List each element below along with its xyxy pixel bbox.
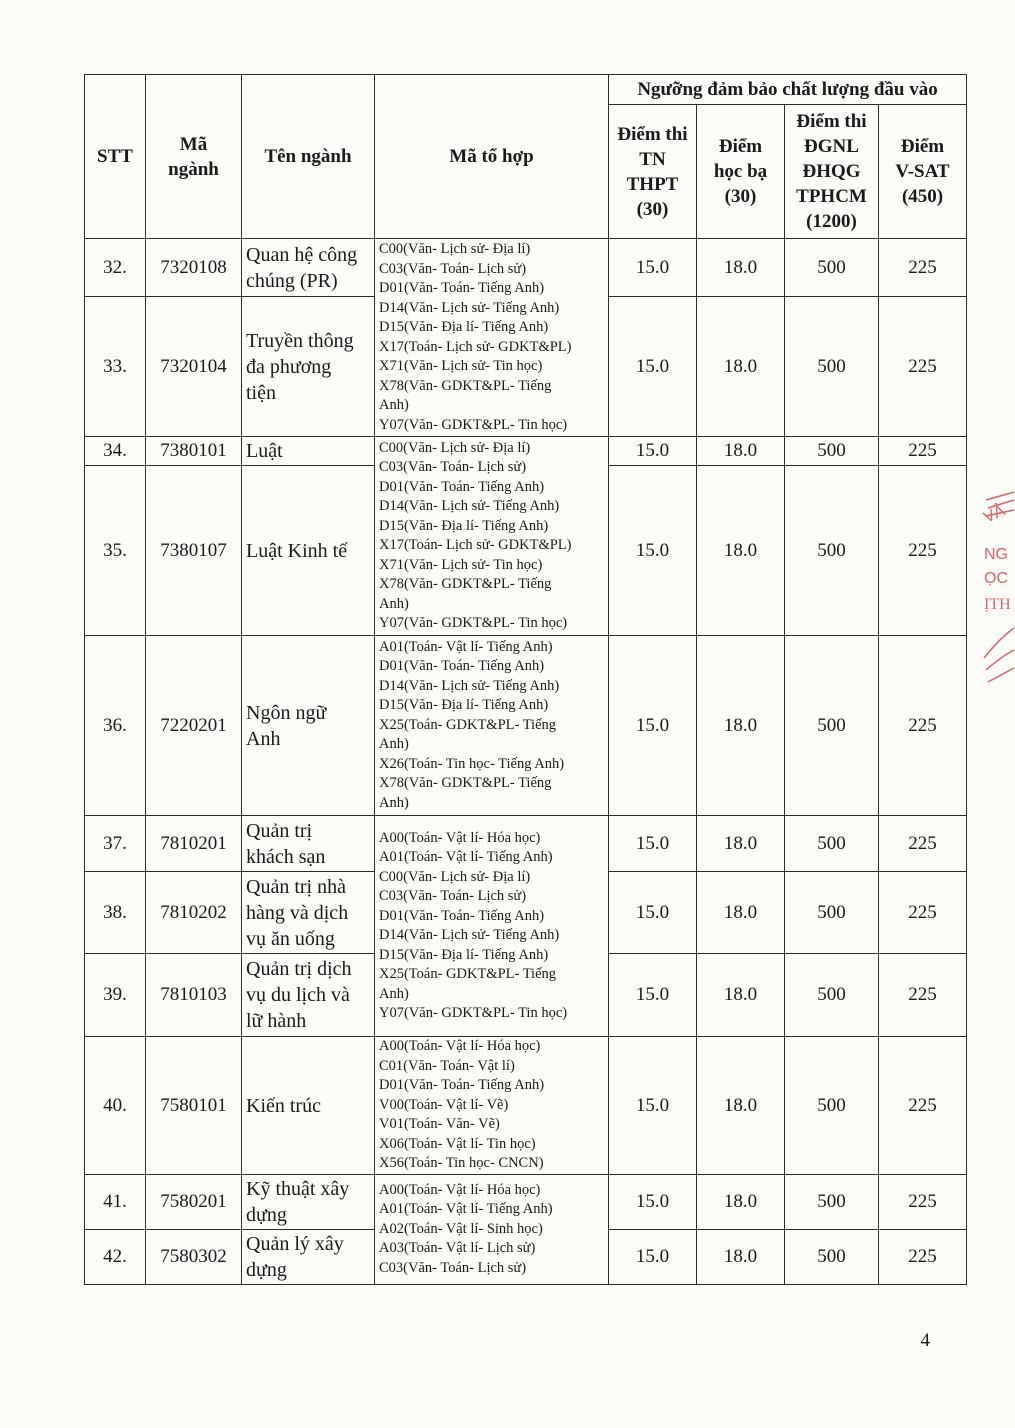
row-diem-thpt: 15.0 [609,437,697,466]
row-ma-nganh: 7380107 [146,466,242,636]
row-diem-dgnl: 500 [785,437,879,466]
row-ma-to-hop: A01(Toán- Vật lí- Tiếng Anh) D01(Văn- Toán- Tiếng Anh) D14(Văn- Lịch sử- Tiếng Anh) D15(Văn- Địa lí- Tiếng Anh) X25(Toán- GDKT&PL- Tiếng Anh) X26(Toán- Tin học- Tiếng Anh) X78(Văn- GDKT&PL- Tiếng Anh) [375,636,609,816]
row-diem-hocba: 18.0 [697,437,785,466]
row-diem-dgnl: 500 [785,1230,879,1285]
row-ma-nganh: 7810201 [146,816,242,872]
row-ma-to-hop: C00(Văn- Lịch sử- Địa lí) C03(Văn- Toán- Lịch sử) D01(Văn- Toán- Tiếng Anh) D14(Văn- Lịch sử- Tiếng Anh) D15(Văn- Địa lí- Tiếng Anh) X17(Toán- Lịch sử- GDKT&PL) X71(Văn- Lịch sử- Tin học) X78(Văn- GDKT&PL- Tiếng Anh) Y07(Văn- GDKT&PL- Tin học) [375,239,609,437]
row-stt: 37. [85,816,146,872]
row-diem-vsat: 225 [879,239,967,297]
row-stt: 41. [85,1175,146,1230]
header-stt: STT [85,75,146,239]
row-diem-hocba: 18.0 [697,816,785,872]
row-ma-nganh: 7580302 [146,1230,242,1285]
red-stamp-fragment: VẢ NG ỌC ỊTH [976,488,1015,688]
row-ma-nganh: 7320104 [146,297,242,437]
table-row [85,1175,967,1230]
row-diem-dgnl: 500 [785,816,879,872]
row-ma-nganh: 7220201 [146,636,242,816]
row-diem-dgnl: 500 [785,954,879,1037]
row-ten-nganh: Luật [242,437,375,466]
row-diem-dgnl: 500 [785,636,879,816]
row-diem-vsat: 225 [879,297,967,437]
row-ma-to-hop: A00(Toán- Vật lí- Hóa học) A01(Toán- Vật lí- Tiếng Anh) C00(Văn- Lịch sử- Địa lí) C03(Văn- Toán- Lịch sử) D01(Văn- Toán- Tiếng Anh) D14(Văn- Lịch sử- Tiếng Anh) D15(Văn- Địa lí- Tiếng Anh) X25(Toán- GDKT&PL- Tiếng Anh) Y07(Văn- GDKT&PL- Tin học) [375,816,609,1037]
row-ten-nganh: Quan hệ công chúng (PR) [242,239,375,297]
row-diem-thpt: 15.0 [609,1230,697,1285]
row-diem-vsat: 225 [879,466,967,636]
row-diem-dgnl: 500 [785,239,879,297]
row-diem-thpt: 15.0 [609,816,697,872]
row-ten-nganh: Kỹ thuật xây dựng [242,1175,375,1230]
row-stt: 35. [85,466,146,636]
row-stt: 32. [85,239,146,297]
row-diem-hocba: 18.0 [697,297,785,437]
admission-table [84,74,967,1285]
row-diem-dgnl: 500 [785,1175,879,1230]
row-diem-vsat: 225 [879,636,967,816]
row-diem-thpt: 15.0 [609,239,697,297]
row-ten-nganh: Quản trị dịch vụ du lịch và lữ hành [242,954,375,1037]
row-diem-vsat: 225 [879,816,967,872]
row-ma-nganh: 7320108 [146,239,242,297]
page-number: 4 [920,1330,930,1351]
row-diem-hocba: 18.0 [697,1175,785,1230]
table-row [85,636,967,816]
row-diem-hocba: 18.0 [697,954,785,1037]
row-diem-thpt: 15.0 [609,954,697,1037]
row-ten-nganh: Quản lý xây dựng [242,1230,375,1285]
header-diem-hocba: Điểm học bạ (30) [697,105,785,239]
row-diem-vsat: 225 [879,437,967,466]
row-diem-hocba: 18.0 [697,239,785,297]
header-ma-nganh: Mã ngành [146,75,242,239]
row-ten-nganh: Truyền thông đa phương tiện [242,297,375,437]
header-diem-dgnl: Điểm thi ĐGNL ĐHQG TPHCM (1200) [785,105,879,239]
row-stt: 36. [85,636,146,816]
row-diem-thpt: 15.0 [609,872,697,954]
row-diem-hocba: 18.0 [697,466,785,636]
row-ma-nganh: 7580201 [146,1175,242,1230]
row-diem-vsat: 225 [879,954,967,1037]
header-ten-nganh: Tên ngành [242,75,375,239]
row-diem-hocba: 18.0 [697,1037,785,1175]
row-diem-vsat: 225 [879,1175,967,1230]
row-diem-thpt: 15.0 [609,297,697,437]
row-ten-nganh: Kiến trúc [242,1037,375,1175]
table-row [85,816,967,872]
row-diem-thpt: 15.0 [609,1037,697,1175]
table-row [85,239,967,297]
row-ma-to-hop: A00(Toán- Vật lí- Hóa học) A01(Toán- Vật lí- Tiếng Anh) A02(Toán- Vật lí- Sinh học) A03(Toán- Vật lí- Lịch sử) C03(Văn- Toán- Lịch sử) [375,1175,609,1285]
row-stt: 34. [85,437,146,466]
row-ma-nganh: 7810202 [146,872,242,954]
row-ten-nganh: Quản trị nhà hàng và dịch vụ ăn uống [242,872,375,954]
row-diem-dgnl: 500 [785,466,879,636]
row-ma-to-hop: C00(Văn- Lịch sử- Địa lí) C03(Văn- Toán- Lịch sử) D01(Văn- Toán- Tiếng Anh) D14(Văn- Lịch sử- Tiếng Anh) D15(Văn- Địa lí- Tiếng Anh) X17(Toán- Lịch sử- GDKT&PL) X71(Văn- Lịch sử- Tin học) X78(Văn- GDKT&PL- Tiếng Anh) Y07(Văn- GDKT&PL- Tin học) [375,437,609,636]
row-ma-nganh: 7380101 [146,437,242,466]
row-diem-hocba: 18.0 [697,1230,785,1285]
row-diem-vsat: 225 [879,872,967,954]
row-stt: 33. [85,297,146,437]
header-diem-thpt: Điểm thi TN THPT (30) [609,105,697,239]
row-ten-nganh: Ngôn ngữ Anh [242,636,375,816]
row-stt: 42. [85,1230,146,1285]
row-diem-thpt: 15.0 [609,466,697,636]
row-ma-to-hop: A00(Toán- Vật lí- Hóa học) C01(Văn- Toán- Vật lí) D01(Văn- Toán- Tiếng Anh) V00(Toán- Vật lí- Vẽ) V01(Toán- Văn- Vẽ) X06(Toán- Vật lí- Tin học) X56(Toán- Tin học- CNCN) [375,1037,609,1175]
header-ma-to-hop: Mã tổ hợp [375,75,609,239]
row-diem-hocba: 18.0 [697,872,785,954]
row-diem-vsat: 225 [879,1230,967,1285]
row-diem-hocba: 18.0 [697,636,785,816]
row-diem-thpt: 15.0 [609,636,697,816]
row-diem-thpt: 15.0 [609,1175,697,1230]
header-diem-vsat: Điểm V-SAT (450) [879,105,967,239]
row-stt: 38. [85,872,146,954]
row-stt: 40. [85,1037,146,1175]
table-row [85,437,967,466]
row-ma-nganh: 7580101 [146,1037,242,1175]
table-row [85,1037,967,1175]
row-ten-nganh: Luật Kinh tế [242,466,375,636]
header-nguong: Ngưỡng đảm bảo chất lượng đầu vào [609,75,967,105]
row-diem-dgnl: 500 [785,297,879,437]
row-ma-nganh: 7810103 [146,954,242,1037]
row-diem-dgnl: 500 [785,872,879,954]
row-stt: 39. [85,954,146,1037]
row-ten-nganh: Quản trị khách sạn [242,816,375,872]
row-diem-dgnl: 500 [785,1037,879,1175]
row-diem-vsat: 225 [879,1037,967,1175]
